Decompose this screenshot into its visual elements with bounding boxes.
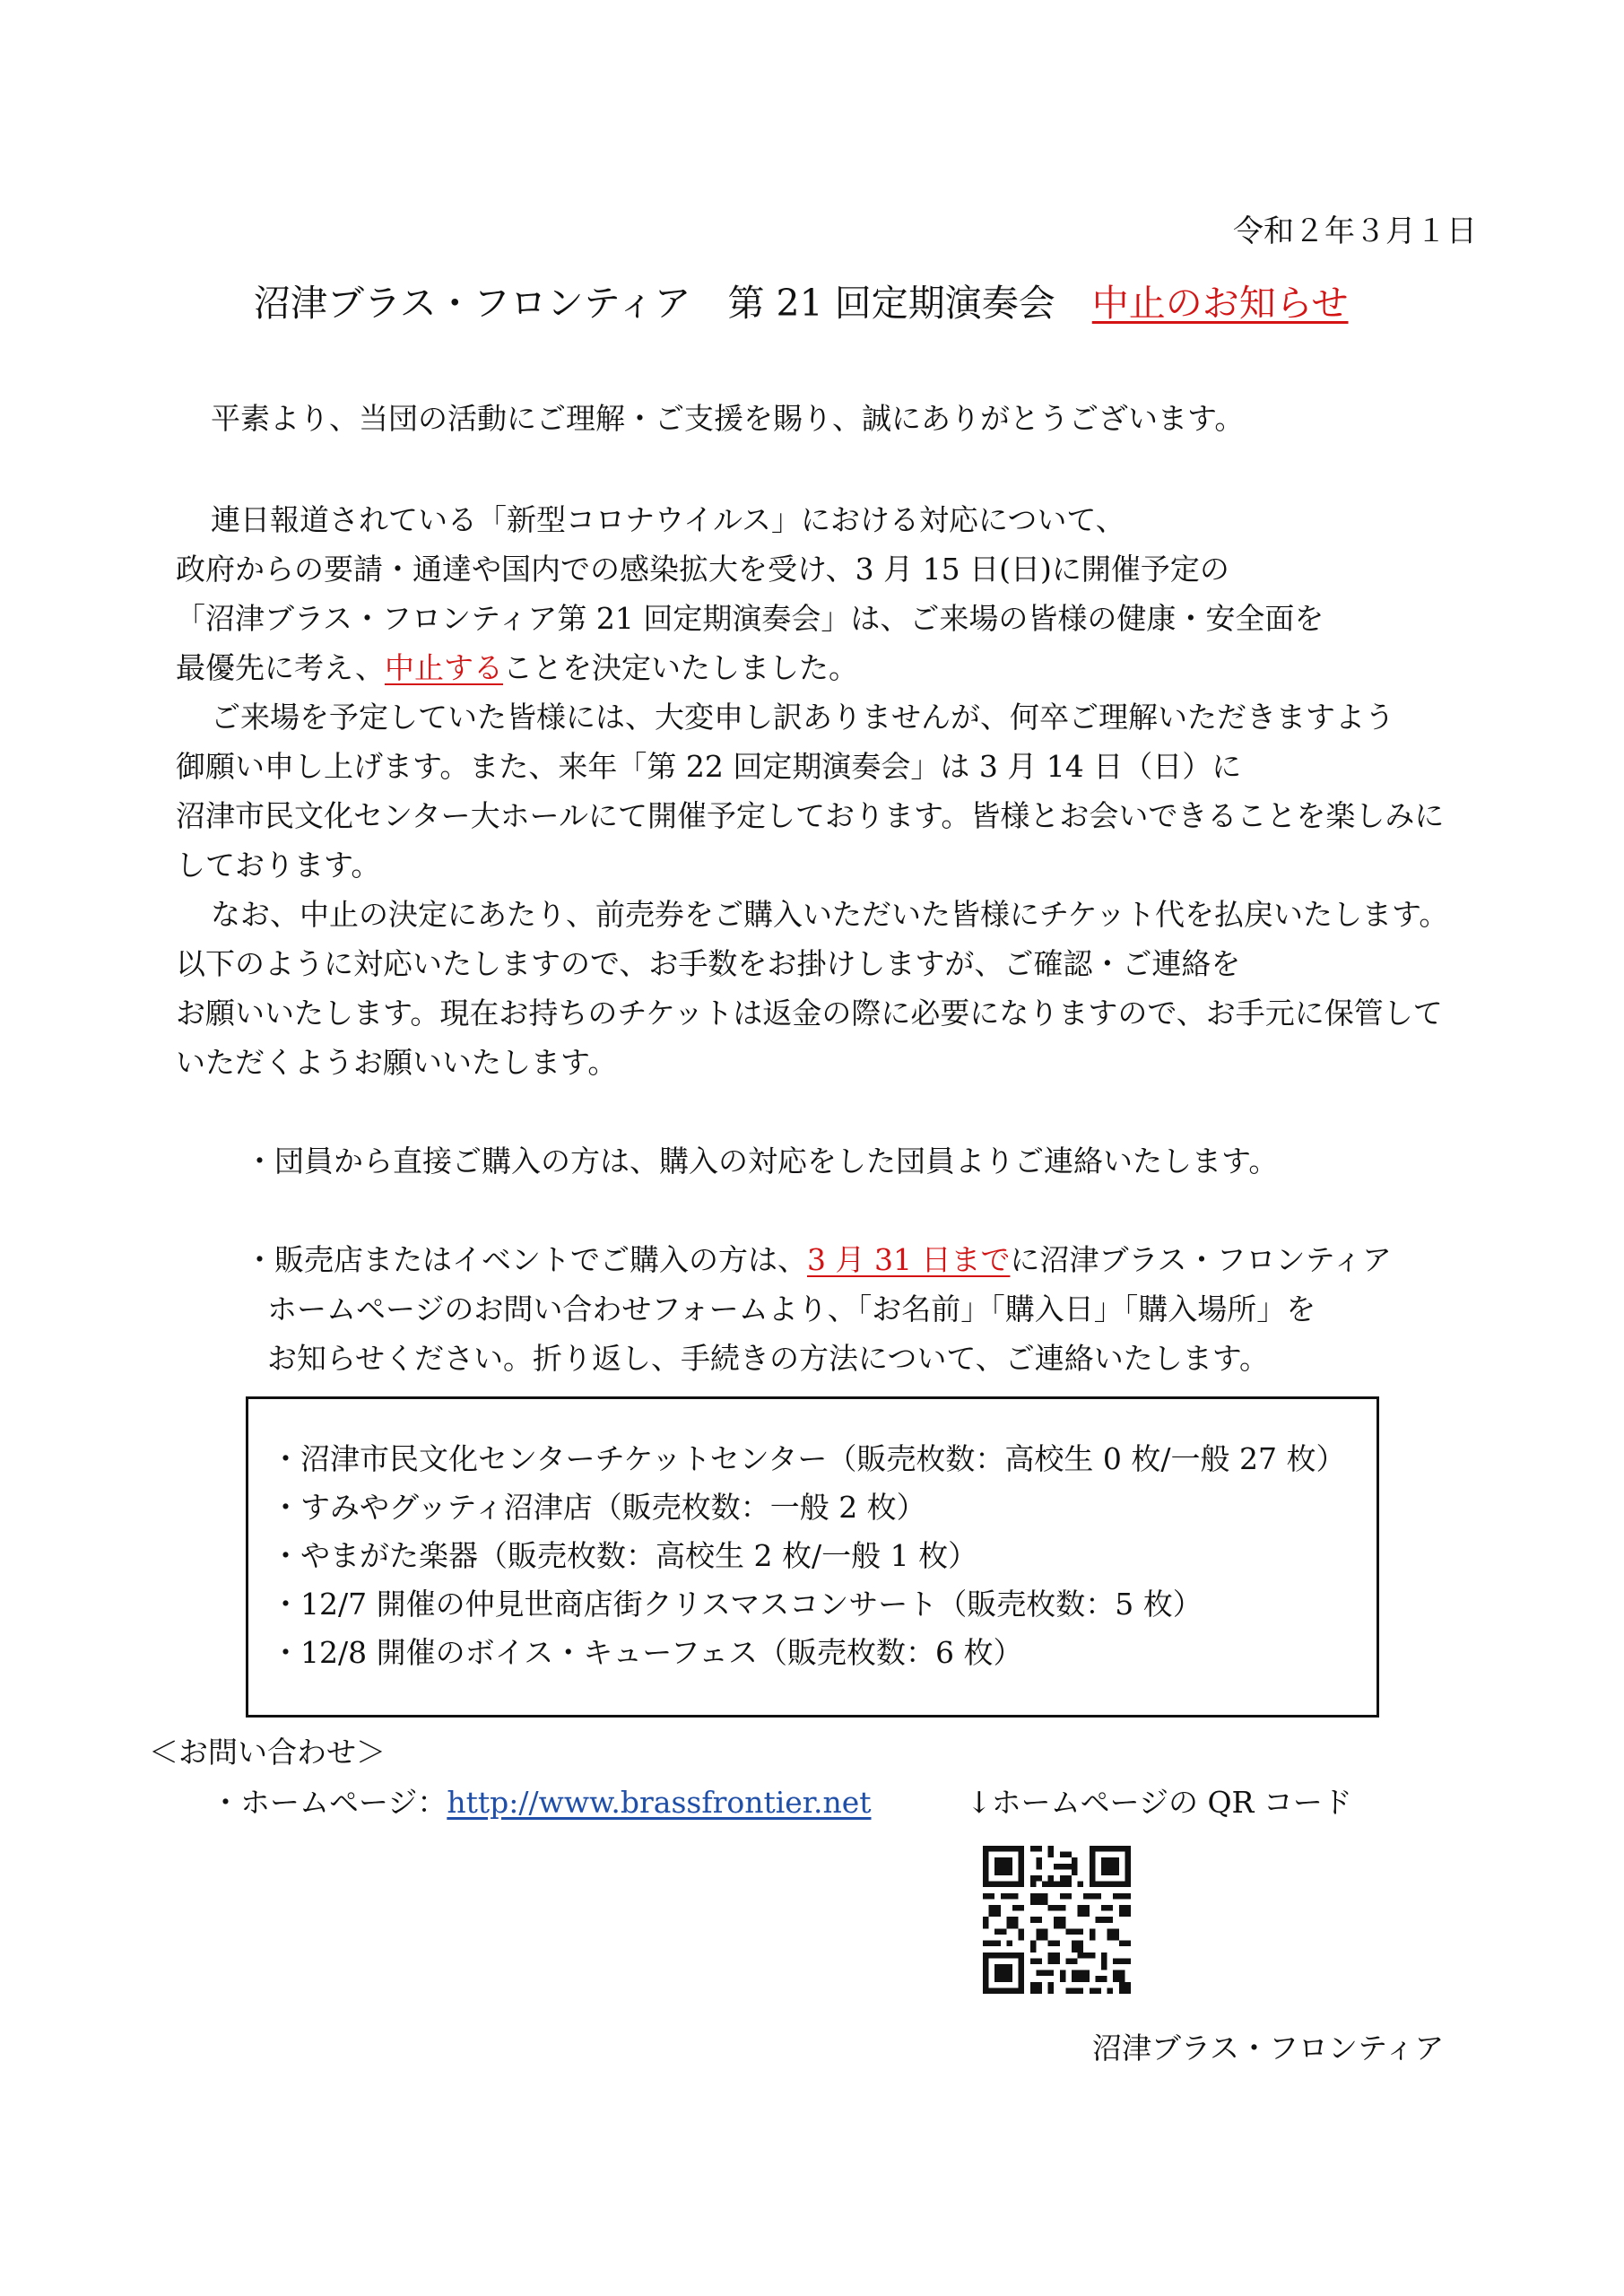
homepage-label: ・ホームページ：	[211, 1785, 447, 1820]
body-line-2: 政府からの要請・通達や国内での感染拡大を受け、3 月 15 日(日)に開催予定の	[176, 552, 1229, 587]
bullet-direct-purchase: ・団員から直接ご購入の方は、購入の対応をした団員よりご連絡いたします。	[245, 1144, 1279, 1178]
bullet-store-line-2: ホームページのお問い合わせフォームより、「お名前」「購入日」「購入場所」を	[267, 1292, 1316, 1326]
outlet-item: ・すみやグッティ沼津店（販売枚数：一般 2 枚）	[271, 1490, 926, 1525]
bullet-store-line-3: お知らせください。折り返し、手続きの方法について、ご連絡いたします。	[267, 1341, 1270, 1376]
body-line-8: しております。	[176, 848, 381, 883]
ticket-outlet-box	[246, 1396, 1379, 1718]
greeting-text: 平素より、当団の活動にご理解・ご支援を賜り、誠にありがとうございます。	[211, 401, 1245, 436]
bullet-store-pre: ・販売店またはイベントでご購入の方は、	[245, 1242, 807, 1277]
body-line-4-pre: 最優先に考え、	[176, 650, 385, 685]
outlet-item: ・12/8 開催のボイス・キューフェス（販売枚数：6 枚）	[271, 1635, 1023, 1670]
qr-code-icon	[983, 1846, 1131, 1994]
body-line-1: 連日報道されている「新型コロナウイルス」における対応について、	[211, 502, 1125, 537]
title-cancellation-notice: 中止のお知らせ	[1091, 282, 1349, 325]
homepage-row	[211, 1785, 872, 1820]
body-line-12: いただくようお願いいたします。	[176, 1045, 618, 1080]
body-line-10: 以下のように対応いたしますので、お手数をお掛けしますが、ご確認・ご連絡を	[176, 946, 1241, 981]
document-title	[254, 274, 1349, 326]
homepage-link[interactable]: http://www.brassfrontier.net	[447, 1785, 872, 1820]
body-line-9: なお、中止の決定にあたり、前売券をご購入いただいた皆様にチケット代を払戻いたします。	[211, 897, 1449, 932]
bullet-store-post: に沼津ブラス・フロンティア	[1010, 1242, 1392, 1277]
contact-heading: ＜お問い合わせ＞	[149, 1735, 386, 1770]
outlet-item: ・沼津市民文化センターチケットセンター（販売枚数：高校生 0 枚/一般 27 枚）	[271, 1441, 1346, 1476]
body-line-11: お願いいたします。現在お持ちのチケットは返金の際に必要になりますので、お手元に保管して	[176, 996, 1443, 1031]
body-line-7: 沼津市民文化センター大ホールにて開催予定しております。皆様とお会いできることを楽しみに	[176, 798, 1445, 833]
deadline-emphasis: 3 月 31 日まで	[807, 1242, 1011, 1277]
body-line-4	[176, 650, 858, 685]
signature-organization: 沼津ブラス・フロンティア	[1092, 2031, 1445, 2066]
outlet-item: ・12/7 開催の仲見世商店街クリスマスコンサート（販売枚数：5 枚）	[271, 1587, 1203, 1622]
body-line-6: 御願い申し上げます。また、来年「第 22 回定期演奏会」は 3 月 14 日（日）に	[176, 749, 1242, 784]
body-line-5: ご来場を予定していた皆様には、大変申し訳ありませんが、何卒ご理解いただきますよう	[211, 700, 1394, 735]
title-main: 沼津ブラス・フロンティア 第 21 回定期演奏会	[254, 282, 1092, 325]
body-line-3: 「沼津ブラス・フロンティア第 21 回定期演奏会」は、ご来場の皆様の健康・安全面を	[176, 601, 1324, 636]
bullet-store-purchase	[245, 1242, 1392, 1277]
cancellation-emphasis: 中止する	[384, 650, 503, 685]
document-date: 令和２年３月１日	[1233, 213, 1477, 249]
outlet-item: ・やまがた楽器（販売枚数：高校生 2 枚/一般 1 枚）	[271, 1538, 978, 1573]
qr-caption: ↓ホームページの QR コード	[967, 1785, 1352, 1820]
body-line-4-post: ことを決定いたしました。	[502, 650, 858, 685]
